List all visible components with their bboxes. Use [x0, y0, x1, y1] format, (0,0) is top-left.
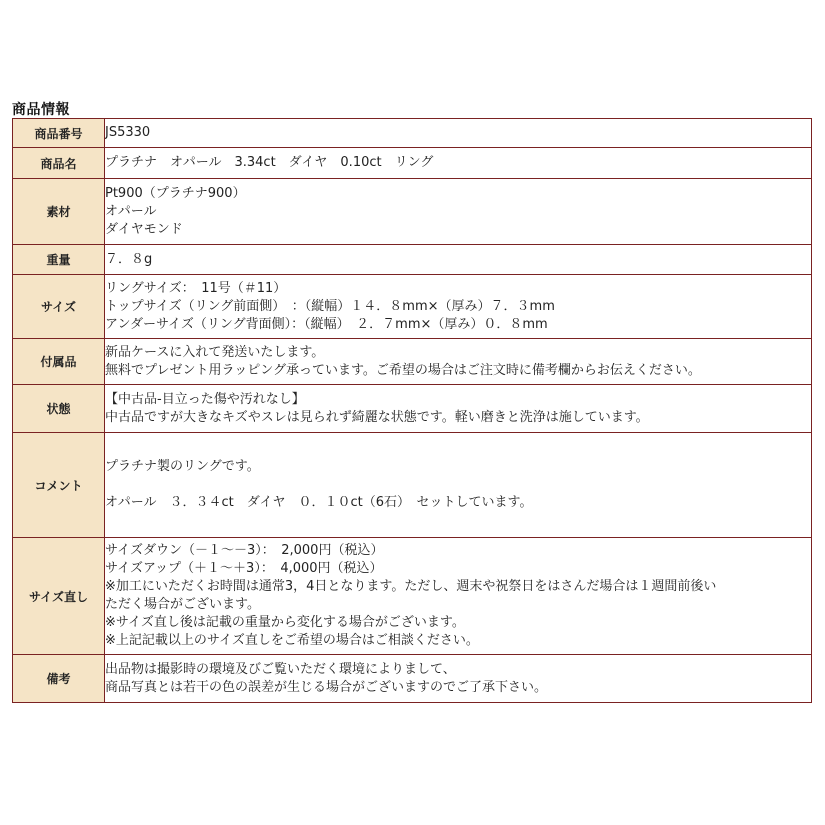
row-label-size-adjustment: サイズ直し [13, 538, 105, 655]
value-line: ※サイズ直し後は記載の重量から変化する場合がございます。 [105, 615, 465, 630]
row-label-remarks: 備考 [13, 655, 105, 703]
value-line: 【中古品-目立った傷や汚れなし】 [105, 391, 305, 407]
value-line: サイズダウン（－１～－3）： 2,000円（税込） [105, 543, 384, 558]
value-line: 無料でプレゼント用ラッピング承っています。ご希望の場合はご注文時に備考欄からお伝えください。 [105, 362, 701, 378]
section-title: 商品情報 [12, 102, 70, 118]
table-row [13, 538, 812, 655]
value-line: トップサイズ（リング前面側） ：（縦幅）１４．８mm×（厚み）７．３mm [105, 298, 555, 314]
row-value-condition [105, 385, 812, 433]
row-label-product-name: 商品名 [13, 148, 105, 179]
row-value-size [105, 275, 812, 339]
table-row [13, 245, 812, 275]
table-row [13, 148, 812, 179]
value-line: アンダーサイズ（リング背面側）：（縦幅） ２．７mm×（厚み）０．８mm [105, 316, 548, 332]
row-value-weight [105, 245, 812, 275]
value-line: オパール ３．３４ct ダイヤ ０．１０ct（6石） セットしています。 [105, 495, 533, 510]
value-line: ７．８g [105, 251, 153, 267]
product-info-table [12, 118, 812, 703]
row-label-condition: 状態 [13, 385, 105, 433]
row-value-accessories [105, 339, 812, 385]
value-line: オパール [105, 203, 157, 219]
table-row [13, 339, 812, 385]
row-value-product-name [105, 148, 812, 179]
table-row [13, 655, 812, 703]
blank-line [105, 476, 811, 494]
row-value-product-number [105, 119, 812, 148]
row-label-material: 素材 [13, 179, 105, 245]
row-value-size-adjustment [105, 538, 812, 655]
value-line: ※上記記載以上のサイズ直しをご希望の場合はご相談ください。 [105, 633, 479, 648]
table-row [13, 275, 812, 339]
value-line: 中古品ですが大きなキズやスレは見られず綺麗な状態です。軽い磨きと洗浄は施しています。 [105, 409, 649, 425]
value-line: リングサイズ： 11号（＃11） [105, 280, 287, 296]
row-label-product-number: 商品番号 [13, 119, 105, 148]
value-line: サイズアップ（＋１～＋3）： 4,000円（税込） [105, 561, 383, 576]
value-line: ただく場合がございます。 [105, 597, 260, 612]
row-label-comment: コメント [13, 433, 105, 538]
value-line: プラチナ製のリングです。 [105, 459, 260, 474]
value-line: 商品写真とは若干の色の誤差が生じる場合がございますのでご了承下さい。 [105, 679, 548, 695]
value-line: JS5330 [105, 125, 151, 140]
row-value-material [105, 179, 812, 245]
row-label-accessories: 付属品 [13, 339, 105, 385]
value-line: ※加工にいただくお時間は通常3，4日となります。ただし、週末や祝祭日をはさんだ場合は１週間前後い [105, 579, 717, 594]
value-line: Pt900（プラチナ900） [105, 185, 246, 201]
table-row [13, 119, 812, 148]
row-value-comment [105, 433, 812, 538]
row-value-remarks [105, 655, 812, 703]
value-line: 新品ケースに入れて発送いたします。 [105, 344, 325, 360]
table-row [13, 433, 812, 538]
value-line: プラチナ オパール 3.34ct ダイヤ 0.10ct リング [105, 155, 434, 170]
value-line: 出品物は撮影時の環境及びご覧いただく環境によりまして、 [105, 661, 456, 677]
table-row [13, 179, 812, 245]
table-row [13, 385, 812, 433]
row-label-size: サイズ [13, 275, 105, 339]
value-line: ダイヤモンド [105, 221, 183, 237]
row-label-weight: 重量 [13, 245, 105, 275]
